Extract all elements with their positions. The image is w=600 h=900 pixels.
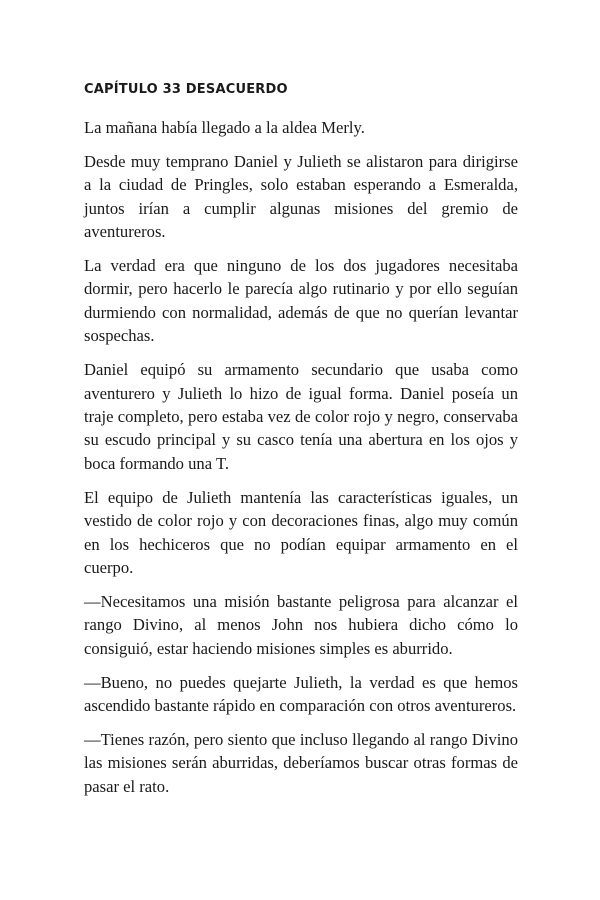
chapter-title: CAPÍTULO 33 DESACUERDO <box>84 82 288 97</box>
dialogue-paragraph: —Bueno, no puedes quejarte Julieth, la verdad es que hemos ascendido bastante rápido en comparación con otros aventureros. <box>84 672 518 715</box>
paragraph: Desde muy temprano Daniel y Julieth se alistaron para dirigirse a la ciudad de Pringles, solo estaban esperando a Esmeralda, juntos irían a cumplir algunas misiones del gremio de aventureros. <box>84 151 518 242</box>
dialogue-paragraph: —Tienes razón, pero siento que incluso llegando al rango Divino las misiones serán aburridas, deberíamos buscar otras formas de pasar el rato. <box>84 729 518 796</box>
paragraph: El equipo de Julieth mantenía las características iguales, un vestido de color rojo y con decoraciones finas, algo muy común en los hechiceros que no podían equipar armamento en el cuerpo. <box>84 487 518 577</box>
paragraph: Daniel equipó su armamento secundario que usaba como aventurero y Julieth lo hizo de igual forma. Daniel poseía un traje completo, pero estaba vez de color rojo y negro, conservaba su escudo principal y su casco tenía una abertura en los ojos y boca formando una T. <box>84 360 518 473</box>
paragraph: La mañana había llegado a la aldea Merly. <box>84 118 365 137</box>
dialogue-paragraph: —Necesitamos una misión bastante peligrosa para alcanzar el rango Divino, al menos John nos hubiera dicho cómo lo consiguió, estar haciendo misiones simples es aburrido. <box>84 591 518 658</box>
paragraph: La verdad era que ninguno de los dos jugadores necesitaba dormir, pero hacerlo le parecía algo rutinario y por ello seguían durmiendo con normalidad, además de que no querían levantar sospechas. <box>84 256 518 346</box>
page-content <box>84 76 518 809</box>
